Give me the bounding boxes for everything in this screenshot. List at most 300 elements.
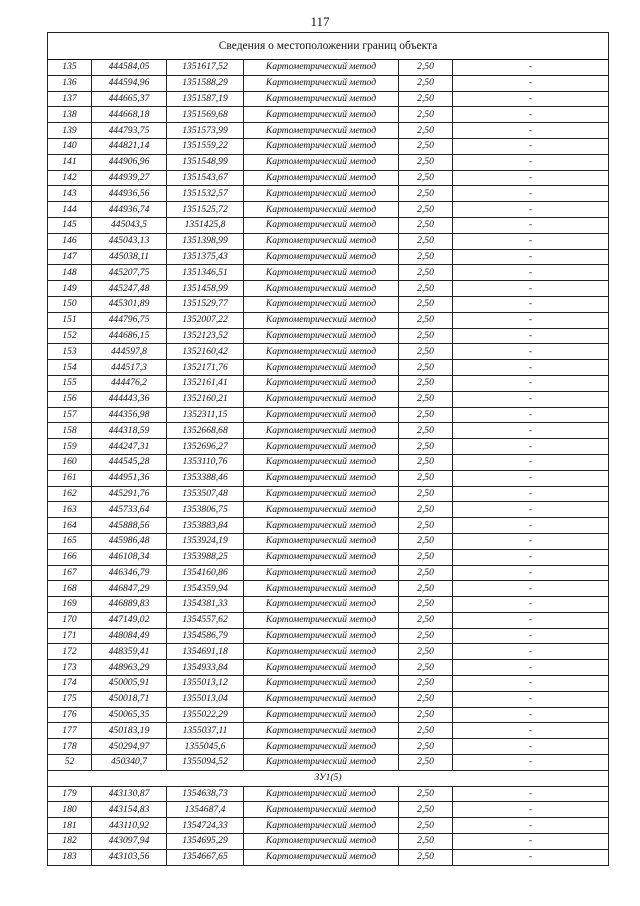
y-coordinate-cell: 1351543,67 bbox=[167, 170, 244, 186]
point-number-cell: 178 bbox=[48, 739, 92, 755]
precision-cell: 2,50 bbox=[399, 123, 453, 139]
table-row bbox=[48, 107, 609, 123]
x-coordinate-cell: 445043,5 bbox=[92, 217, 167, 233]
precision-cell: 2,50 bbox=[399, 660, 453, 676]
point-number-cell: 136 bbox=[48, 75, 92, 91]
y-coordinate-cell: 1354557,62 bbox=[167, 612, 244, 628]
description-cell: - bbox=[453, 265, 609, 281]
method-cell: Картометрический метод bbox=[244, 486, 399, 502]
method-cell: Картометрический метод bbox=[244, 107, 399, 123]
precision-cell: 2,50 bbox=[399, 375, 453, 391]
description-cell: - bbox=[453, 691, 609, 707]
description-cell: - bbox=[453, 723, 609, 739]
precision-cell: 2,50 bbox=[399, 612, 453, 628]
table-row bbox=[48, 549, 609, 565]
method-cell: Картометрический метод bbox=[244, 628, 399, 644]
table-row bbox=[48, 360, 609, 376]
method-cell: Картометрический метод bbox=[244, 312, 399, 328]
precision-cell: 2,50 bbox=[399, 281, 453, 297]
method-cell: Картометрический метод bbox=[244, 375, 399, 391]
x-coordinate-cell: 450340,7 bbox=[92, 755, 167, 771]
precision-cell: 2,50 bbox=[399, 707, 453, 723]
table-row bbox=[48, 123, 609, 139]
method-cell: Картометрический метод bbox=[244, 91, 399, 107]
point-number-cell: 139 bbox=[48, 123, 92, 139]
table-row bbox=[48, 628, 609, 644]
x-coordinate-cell: 445291,76 bbox=[92, 486, 167, 502]
precision-cell: 2,50 bbox=[399, 233, 453, 249]
y-coordinate-cell: 1355037,11 bbox=[167, 723, 244, 739]
precision-cell: 2,50 bbox=[399, 739, 453, 755]
y-coordinate-cell: 1351559,22 bbox=[167, 138, 244, 154]
x-coordinate-cell: 444476,2 bbox=[92, 375, 167, 391]
point-number-cell: 147 bbox=[48, 249, 92, 265]
y-coordinate-cell: 1351569,68 bbox=[167, 107, 244, 123]
x-coordinate-cell: 450065,35 bbox=[92, 707, 167, 723]
point-number-cell: 161 bbox=[48, 470, 92, 486]
y-coordinate-cell: 1352696,27 bbox=[167, 439, 244, 455]
table-row bbox=[48, 217, 609, 233]
description-cell: - bbox=[453, 281, 609, 297]
x-coordinate-cell: 444356,98 bbox=[92, 407, 167, 423]
method-cell: Картометрический метод bbox=[244, 723, 399, 739]
point-number-cell: 166 bbox=[48, 549, 92, 565]
x-coordinate-cell: 444545,28 bbox=[92, 454, 167, 470]
method-cell: Картометрический метод bbox=[244, 75, 399, 91]
x-coordinate-cell: 443103,56 bbox=[92, 849, 167, 865]
method-cell: Картометрический метод bbox=[244, 549, 399, 565]
y-coordinate-cell: 1354586,79 bbox=[167, 628, 244, 644]
description-cell: - bbox=[453, 518, 609, 534]
point-number-cell: 137 bbox=[48, 91, 92, 107]
y-coordinate-cell: 1352171,76 bbox=[167, 360, 244, 376]
table-row bbox=[48, 581, 609, 597]
precision-cell: 2,50 bbox=[399, 802, 453, 818]
y-coordinate-cell: 1351548,99 bbox=[167, 154, 244, 170]
precision-cell: 2,50 bbox=[399, 91, 453, 107]
point-number-cell: 175 bbox=[48, 691, 92, 707]
x-coordinate-cell: 450183,19 bbox=[92, 723, 167, 739]
method-cell: Картометрический метод bbox=[244, 802, 399, 818]
table-row bbox=[48, 818, 609, 834]
y-coordinate-cell: 1351458,99 bbox=[167, 281, 244, 297]
point-number-cell: 165 bbox=[48, 533, 92, 549]
table-row bbox=[48, 91, 609, 107]
method-cell: Картометрический метод bbox=[244, 328, 399, 344]
x-coordinate-cell: 445038,11 bbox=[92, 249, 167, 265]
table-row bbox=[48, 454, 609, 470]
point-number-cell: 156 bbox=[48, 391, 92, 407]
point-number-cell: 162 bbox=[48, 486, 92, 502]
method-cell: Картометрический метод bbox=[244, 849, 399, 865]
table-row bbox=[48, 202, 609, 218]
description-cell: - bbox=[453, 612, 609, 628]
method-cell: Картометрический метод bbox=[244, 249, 399, 265]
description-cell: - bbox=[453, 834, 609, 850]
description-cell: - bbox=[453, 296, 609, 312]
y-coordinate-cell: 1352160,21 bbox=[167, 391, 244, 407]
x-coordinate-cell: 445733,64 bbox=[92, 502, 167, 518]
y-coordinate-cell: 1353110,76 bbox=[167, 454, 244, 470]
y-coordinate-cell: 1354638,73 bbox=[167, 786, 244, 802]
point-number-cell: 143 bbox=[48, 186, 92, 202]
point-number-cell: 173 bbox=[48, 660, 92, 676]
table-row bbox=[48, 676, 609, 692]
x-coordinate-cell: 444517,3 bbox=[92, 360, 167, 376]
description-cell: - bbox=[453, 75, 609, 91]
precision-cell: 2,50 bbox=[399, 360, 453, 376]
method-cell: Картометрический метод bbox=[244, 676, 399, 692]
method-cell: Картометрический метод bbox=[244, 612, 399, 628]
x-coordinate-cell: 450005,91 bbox=[92, 676, 167, 692]
point-number-cell: 145 bbox=[48, 217, 92, 233]
method-cell: Картометрический метод bbox=[244, 755, 399, 771]
table-row bbox=[48, 233, 609, 249]
x-coordinate-cell: 445888,56 bbox=[92, 518, 167, 534]
description-cell: - bbox=[453, 597, 609, 613]
precision-cell: 2,50 bbox=[399, 691, 453, 707]
table-row bbox=[48, 281, 609, 297]
y-coordinate-cell: 1351573,99 bbox=[167, 123, 244, 139]
description-cell: - bbox=[453, 707, 609, 723]
y-coordinate-cell: 1354667,65 bbox=[167, 849, 244, 865]
x-coordinate-cell: 443110,92 bbox=[92, 818, 167, 834]
table-row bbox=[48, 186, 609, 202]
description-cell: - bbox=[453, 849, 609, 865]
description-cell: - bbox=[453, 375, 609, 391]
x-coordinate-cell: 445986,48 bbox=[92, 533, 167, 549]
x-coordinate-cell: 443154,83 bbox=[92, 802, 167, 818]
description-cell: - bbox=[453, 802, 609, 818]
table-row bbox=[48, 75, 609, 91]
method-cell: Картометрический метод bbox=[244, 281, 399, 297]
description-cell: - bbox=[453, 249, 609, 265]
y-coordinate-cell: 1352123,52 bbox=[167, 328, 244, 344]
point-number-cell: 176 bbox=[48, 707, 92, 723]
method-cell: Картометрический метод bbox=[244, 344, 399, 360]
y-coordinate-cell: 1354695,29 bbox=[167, 834, 244, 850]
x-coordinate-cell: 446847,29 bbox=[92, 581, 167, 597]
y-coordinate-cell: 1354933,84 bbox=[167, 660, 244, 676]
x-coordinate-cell: 444247,31 bbox=[92, 439, 167, 455]
y-coordinate-cell: 1351346,51 bbox=[167, 265, 244, 281]
x-coordinate-cell: 450018,71 bbox=[92, 691, 167, 707]
y-coordinate-cell: 1353388,46 bbox=[167, 470, 244, 486]
table-row bbox=[48, 423, 609, 439]
method-cell: Картометрический метод bbox=[244, 170, 399, 186]
method-cell: Картометрический метод bbox=[244, 470, 399, 486]
y-coordinate-cell: 1354691,18 bbox=[167, 644, 244, 660]
method-cell: Картометрический метод bbox=[244, 154, 399, 170]
precision-cell: 2,50 bbox=[399, 581, 453, 597]
y-coordinate-cell: 1353924,19 bbox=[167, 533, 244, 549]
method-cell: Картометрический метод bbox=[244, 138, 399, 154]
description-cell: - bbox=[453, 217, 609, 233]
y-coordinate-cell: 1354160,86 bbox=[167, 565, 244, 581]
method-cell: Картометрический метод bbox=[244, 454, 399, 470]
description-cell: - bbox=[453, 565, 609, 581]
x-coordinate-cell: 444686,15 bbox=[92, 328, 167, 344]
description-cell: - bbox=[453, 202, 609, 218]
y-coordinate-cell: 1351532,57 bbox=[167, 186, 244, 202]
description-cell: - bbox=[453, 581, 609, 597]
x-coordinate-cell: 443097,94 bbox=[92, 834, 167, 850]
point-number-cell: 148 bbox=[48, 265, 92, 281]
method-cell: Картометрический метод bbox=[244, 439, 399, 455]
y-coordinate-cell: 1355013,04 bbox=[167, 691, 244, 707]
y-coordinate-cell: 1351617,52 bbox=[167, 60, 244, 76]
precision-cell: 2,50 bbox=[399, 502, 453, 518]
description-cell: - bbox=[453, 818, 609, 834]
description-cell: - bbox=[453, 123, 609, 139]
y-coordinate-cell: 1353507,48 bbox=[167, 486, 244, 502]
table-row bbox=[48, 138, 609, 154]
x-coordinate-cell: 445043,13 bbox=[92, 233, 167, 249]
description-cell: - bbox=[453, 470, 609, 486]
precision-cell: 2,50 bbox=[399, 786, 453, 802]
x-coordinate-cell: 448963,29 bbox=[92, 660, 167, 676]
method-cell: Картометрический метод bbox=[244, 265, 399, 281]
x-coordinate-cell: 446346,79 bbox=[92, 565, 167, 581]
point-number-cell: 181 bbox=[48, 818, 92, 834]
table-row bbox=[48, 249, 609, 265]
table-row bbox=[48, 834, 609, 850]
table-row bbox=[48, 786, 609, 802]
table-row bbox=[48, 265, 609, 281]
precision-cell: 2,50 bbox=[399, 217, 453, 233]
description-cell: - bbox=[453, 549, 609, 565]
table-row bbox=[48, 375, 609, 391]
table-row bbox=[48, 344, 609, 360]
point-number-cell: 151 bbox=[48, 312, 92, 328]
table-row bbox=[48, 470, 609, 486]
point-number-cell: 179 bbox=[48, 786, 92, 802]
point-number-cell: 163 bbox=[48, 502, 92, 518]
precision-cell: 2,50 bbox=[399, 565, 453, 581]
table-row bbox=[48, 660, 609, 676]
table-row bbox=[48, 849, 609, 865]
description-cell: - bbox=[453, 154, 609, 170]
precision-cell: 2,50 bbox=[399, 202, 453, 218]
point-number-cell: 172 bbox=[48, 644, 92, 660]
y-coordinate-cell: 1352161,41 bbox=[167, 375, 244, 391]
y-coordinate-cell: 1355045,6 bbox=[167, 739, 244, 755]
point-number-cell: 177 bbox=[48, 723, 92, 739]
x-coordinate-cell: 446889,83 bbox=[92, 597, 167, 613]
table-row bbox=[48, 60, 609, 76]
y-coordinate-cell: 1355094,52 bbox=[167, 755, 244, 771]
method-cell: Картометрический метод bbox=[244, 202, 399, 218]
y-coordinate-cell: 1352311,15 bbox=[167, 407, 244, 423]
x-coordinate-cell: 444665,37 bbox=[92, 91, 167, 107]
precision-cell: 2,50 bbox=[399, 533, 453, 549]
point-number-cell: 167 bbox=[48, 565, 92, 581]
y-coordinate-cell: 1354724,33 bbox=[167, 818, 244, 834]
method-cell: Картометрический метод bbox=[244, 707, 399, 723]
precision-cell: 2,50 bbox=[399, 486, 453, 502]
description-cell: - bbox=[453, 454, 609, 470]
x-coordinate-cell: 444668,18 bbox=[92, 107, 167, 123]
point-number-cell: 160 bbox=[48, 454, 92, 470]
point-number-cell: 159 bbox=[48, 439, 92, 455]
table-row bbox=[48, 391, 609, 407]
x-coordinate-cell: 444939,27 bbox=[92, 170, 167, 186]
table-row bbox=[48, 312, 609, 328]
precision-cell: 2,50 bbox=[399, 344, 453, 360]
table-row bbox=[48, 439, 609, 455]
precision-cell: 2,50 bbox=[399, 328, 453, 344]
method-cell: Картометрический метод bbox=[244, 360, 399, 376]
precision-cell: 2,50 bbox=[399, 249, 453, 265]
precision-cell: 2,50 bbox=[399, 628, 453, 644]
precision-cell: 2,50 bbox=[399, 60, 453, 76]
description-cell: - bbox=[453, 328, 609, 344]
description-cell: - bbox=[453, 91, 609, 107]
description-cell: - bbox=[453, 344, 609, 360]
y-coordinate-cell: 1351529,77 bbox=[167, 296, 244, 312]
point-number-cell: 150 bbox=[48, 296, 92, 312]
precision-cell: 2,50 bbox=[399, 265, 453, 281]
method-cell: Картометрический метод bbox=[244, 217, 399, 233]
x-coordinate-cell: 444936,74 bbox=[92, 202, 167, 218]
y-coordinate-cell: 1355013,12 bbox=[167, 676, 244, 692]
table-row bbox=[48, 154, 609, 170]
method-cell: Картометрический метод bbox=[244, 691, 399, 707]
point-number-cell: 52 bbox=[48, 755, 92, 771]
point-number-cell: 164 bbox=[48, 518, 92, 534]
description-cell: - bbox=[453, 676, 609, 692]
table-row bbox=[48, 533, 609, 549]
precision-cell: 2,50 bbox=[399, 676, 453, 692]
section-row bbox=[48, 770, 609, 786]
table-title-row bbox=[48, 33, 609, 60]
method-cell: Картометрический метод bbox=[244, 186, 399, 202]
method-cell: Картометрический метод bbox=[244, 565, 399, 581]
x-coordinate-cell: 444936,56 bbox=[92, 186, 167, 202]
method-cell: Картометрический метод bbox=[244, 233, 399, 249]
x-coordinate-cell: 444906,96 bbox=[92, 154, 167, 170]
table-row bbox=[48, 802, 609, 818]
table-title: Сведения о местоположении границ объекта bbox=[48, 33, 609, 60]
x-coordinate-cell: 444951,36 bbox=[92, 470, 167, 486]
y-coordinate-cell: 1351587,19 bbox=[167, 91, 244, 107]
method-cell: Картометрический метод bbox=[244, 502, 399, 518]
point-number-cell: 174 bbox=[48, 676, 92, 692]
point-number-cell: 169 bbox=[48, 597, 92, 613]
table-row bbox=[48, 328, 609, 344]
description-cell: - bbox=[453, 423, 609, 439]
x-coordinate-cell: 448084,49 bbox=[92, 628, 167, 644]
precision-cell: 2,50 bbox=[399, 296, 453, 312]
point-number-cell: 152 bbox=[48, 328, 92, 344]
point-number-cell: 157 bbox=[48, 407, 92, 423]
y-coordinate-cell: 1352160,42 bbox=[167, 344, 244, 360]
y-coordinate-cell: 1351425,8 bbox=[167, 217, 244, 233]
method-cell: Картометрический метод bbox=[244, 423, 399, 439]
precision-cell: 2,50 bbox=[399, 439, 453, 455]
point-number-cell: 135 bbox=[48, 60, 92, 76]
point-number-cell: 146 bbox=[48, 233, 92, 249]
method-cell: Картометрический метод bbox=[244, 296, 399, 312]
description-cell: - bbox=[453, 186, 609, 202]
x-coordinate-cell: 445247,48 bbox=[92, 281, 167, 297]
description-cell: - bbox=[453, 407, 609, 423]
description-cell: - bbox=[453, 360, 609, 376]
x-coordinate-cell: 446108,34 bbox=[92, 549, 167, 565]
point-number-cell: 154 bbox=[48, 360, 92, 376]
description-cell: - bbox=[453, 786, 609, 802]
method-cell: Картометрический метод bbox=[244, 533, 399, 549]
table-row bbox=[48, 612, 609, 628]
description-cell: - bbox=[453, 660, 609, 676]
description-cell: - bbox=[453, 533, 609, 549]
table-row bbox=[48, 296, 609, 312]
x-coordinate-cell: 444796,75 bbox=[92, 312, 167, 328]
precision-cell: 2,50 bbox=[399, 470, 453, 486]
precision-cell: 2,50 bbox=[399, 186, 453, 202]
x-coordinate-cell: 444594,96 bbox=[92, 75, 167, 91]
description-cell: - bbox=[453, 60, 609, 76]
method-cell: Картометрический метод bbox=[244, 834, 399, 850]
precision-cell: 2,50 bbox=[399, 518, 453, 534]
precision-cell: 2,50 bbox=[399, 549, 453, 565]
y-coordinate-cell: 1351375,43 bbox=[167, 249, 244, 265]
x-coordinate-cell: 444318,59 bbox=[92, 423, 167, 439]
precision-cell: 2,50 bbox=[399, 723, 453, 739]
x-coordinate-cell: 450294,97 bbox=[92, 739, 167, 755]
x-coordinate-cell: 444584,05 bbox=[92, 60, 167, 76]
description-cell: - bbox=[453, 628, 609, 644]
precision-cell: 2,50 bbox=[399, 597, 453, 613]
y-coordinate-cell: 1352007,22 bbox=[167, 312, 244, 328]
precision-cell: 2,50 bbox=[399, 138, 453, 154]
precision-cell: 2,50 bbox=[399, 154, 453, 170]
point-number-cell: 182 bbox=[48, 834, 92, 850]
y-coordinate-cell: 1352668,68 bbox=[167, 423, 244, 439]
precision-cell: 2,50 bbox=[399, 644, 453, 660]
point-number-cell: 149 bbox=[48, 281, 92, 297]
x-coordinate-cell: 445301,89 bbox=[92, 296, 167, 312]
point-number-cell: 138 bbox=[48, 107, 92, 123]
method-cell: Картометрический метод bbox=[244, 123, 399, 139]
point-number-cell: 142 bbox=[48, 170, 92, 186]
description-cell: - bbox=[453, 502, 609, 518]
table-row bbox=[48, 407, 609, 423]
table-row bbox=[48, 739, 609, 755]
x-coordinate-cell: 443130,87 bbox=[92, 786, 167, 802]
method-cell: Картометрический метод bbox=[244, 739, 399, 755]
precision-cell: 2,50 bbox=[399, 312, 453, 328]
description-cell: - bbox=[453, 391, 609, 407]
method-cell: Картометрический метод bbox=[244, 581, 399, 597]
description-cell: - bbox=[453, 107, 609, 123]
y-coordinate-cell: 1351588,29 bbox=[167, 75, 244, 91]
precision-cell: 2,50 bbox=[399, 423, 453, 439]
method-cell: Картометрический метод bbox=[244, 60, 399, 76]
x-coordinate-cell: 444793,75 bbox=[92, 123, 167, 139]
table-row bbox=[48, 565, 609, 581]
table-row bbox=[48, 518, 609, 534]
description-cell: - bbox=[453, 233, 609, 249]
y-coordinate-cell: 1351525,72 bbox=[167, 202, 244, 218]
table-row bbox=[48, 486, 609, 502]
method-cell: Картометрический метод bbox=[244, 818, 399, 834]
point-number-cell: 170 bbox=[48, 612, 92, 628]
x-coordinate-cell: 447149,02 bbox=[92, 612, 167, 628]
point-number-cell: 144 bbox=[48, 202, 92, 218]
description-cell: - bbox=[453, 755, 609, 771]
precision-cell: 2,50 bbox=[399, 454, 453, 470]
